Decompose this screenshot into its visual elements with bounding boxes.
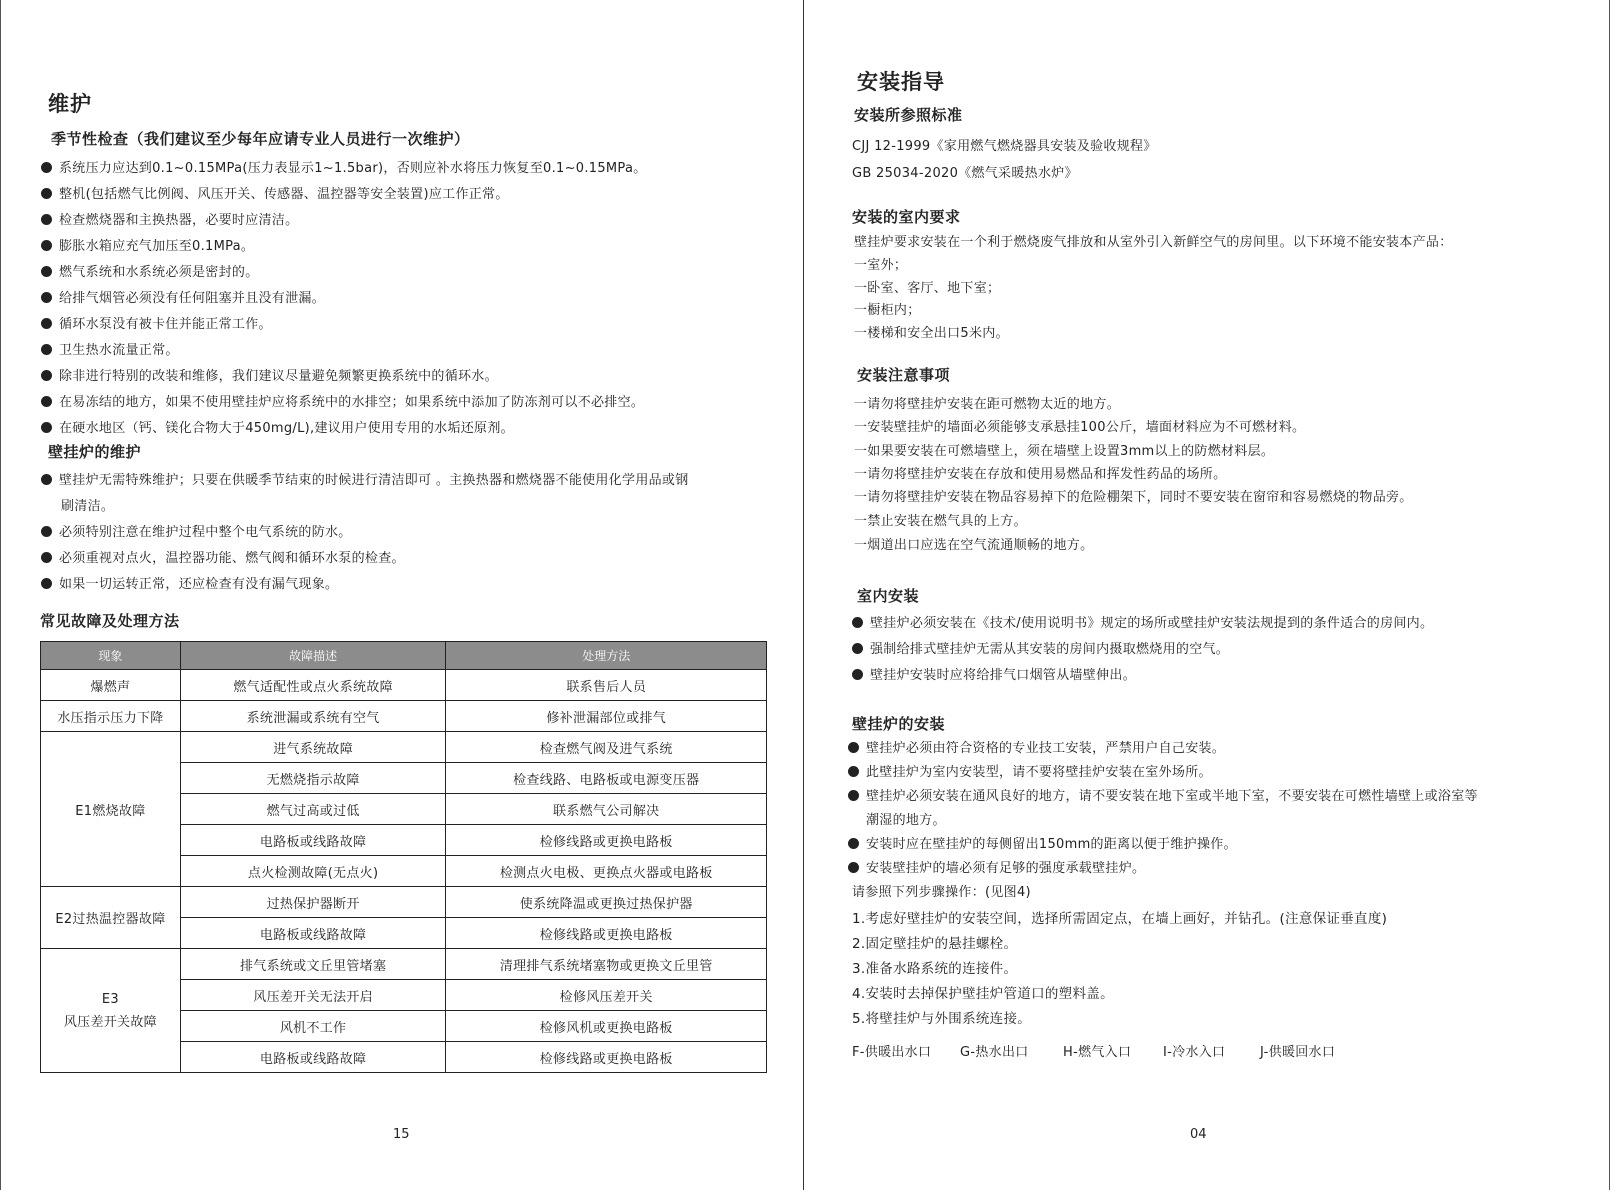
note-line: 一请勿将壁挂炉安装在距可燃物太近的地方。: [854, 397, 1121, 412]
column-header: 故障描述: [180, 642, 446, 670]
indoor-requirements-heading: 安装的室内要求: [852, 208, 961, 226]
maintenance-title: 维护: [48, 92, 92, 116]
solution-cell: 检测点火电极、更换点火器或电路板: [446, 856, 767, 887]
legend-item: H-燃气入口: [1063, 1045, 1132, 1060]
column-header: 处理方法: [446, 642, 767, 670]
list-item: 壁挂炉无需特殊维护；只要在供暖季节结束的时候进行清洁即可 。主换热器和燃烧器不能使用化学用品或钢: [41, 469, 689, 488]
requirement-line: 一室外；: [854, 258, 908, 273]
list-item: 此壁挂炉为室内安装型，请不要将壁挂炉安装在室外场所。: [848, 761, 1212, 780]
requirement-line: 一楼梯和安全出口5米内。: [854, 326, 1009, 341]
column-header: 现象: [41, 642, 181, 670]
notes-heading: 安装注意事项: [857, 366, 951, 384]
list-item: 系统压力应达到0.1~0.15MPa(压力表显示1~1.5bar)，否则应补水将压力恢复至0.1~0.15MPa。: [41, 157, 647, 176]
legend-item: F-供暖出水口: [852, 1045, 932, 1060]
description-cell: 电路板或线路故障: [180, 918, 446, 949]
list-item: 安装时应在壁挂炉的每侧留出150mm的距离以便于维护操作。: [848, 833, 1237, 852]
solution-cell: 修补泄漏部位或排气: [446, 701, 767, 732]
symptom-cell: E2过热温控器故障: [41, 887, 181, 949]
requirement-line: 一卧室、客厅、地下室；: [854, 281, 1001, 296]
solution-cell: 检查线路、电路板或电源变压器: [446, 763, 767, 794]
solution-cell: 清理排气系统堵塞物或更换文丘里管: [446, 949, 767, 980]
fault-heading: 常见故障及处理方法: [40, 612, 180, 630]
description-cell: 电路板或线路故障: [180, 1042, 446, 1073]
symptom-cell: E1燃烧故障: [41, 732, 181, 887]
description-cell: 燃气适配性或点火系统故障: [180, 670, 446, 701]
list-item: 燃气系统和水系统必须是密封的。: [41, 261, 259, 280]
note-line: 一请勿将壁挂炉安装在存放和使用易燃品和挥发性药品的场所。: [854, 467, 1227, 482]
list-item: 给排气烟管必须没有任何阻塞并且没有泄漏。: [41, 287, 325, 306]
description-cell: 风机不工作: [180, 1011, 446, 1042]
note-line: 一如果要安装在可燃墙壁上，须在墙壁上设置3mm以上的防燃材料层。: [854, 444, 1275, 459]
list-item: 壁挂炉必须安装在通风良好的地方，请不要安装在地下室或半地下室，不要安装在可燃性墙壁上或浴室等: [848, 785, 1478, 804]
solution-cell: 检修线路或更换电路板: [446, 825, 767, 856]
symptom-code: E3: [101, 991, 119, 1007]
steps-intro: 请参照下列步骤操作：(见图4): [852, 885, 1031, 900]
symptom-cell: [41, 949, 181, 1073]
standards-heading: 安装所参照标准: [854, 106, 963, 124]
description-cell: 点火检测故障(无点火): [180, 856, 446, 887]
description-cell: 燃气过高或过低: [180, 794, 446, 825]
fault-table: [40, 641, 767, 1073]
list-item: 壁挂炉安装时应将给排气口烟管从墙壁伸出。: [852, 664, 1136, 683]
step-line: 3.准备水路系统的连接件。: [852, 961, 1018, 977]
standard-line: CJJ 12-1999《家用燃气燃烧器具安装及验收规程》: [852, 139, 1157, 154]
list-item: 强制给排式壁挂炉无需从其安装的房间内摄取燃烧用的空气。: [852, 638, 1229, 657]
description-cell: 风压差开关无法开启: [180, 980, 446, 1011]
list-item: 在易冻结的地方，如果不使用壁挂炉应将系统中的水排空；如果系统中添加了防冻剂可以不必排空。: [41, 391, 644, 410]
description-cell: 进气系统故障: [180, 732, 446, 763]
step-line: 4.安装时去掉保护壁挂炉管道口的塑料盖。: [852, 986, 1114, 1002]
symptom-cell: 爆燃声: [41, 670, 181, 701]
step-line: 1.考虑好壁挂炉的安装空间，选择所需固定点，在墙上画好，并钻孔。(注意保证垂直度): [852, 911, 1388, 927]
list-item: 循环水泵没有被卡住并能正常工作。: [41, 313, 272, 332]
boiler-install-heading: 壁挂炉的安装: [852, 715, 946, 733]
boiler-maintenance-heading: 壁挂炉的维护: [48, 443, 142, 461]
description-cell: 电路板或线路故障: [180, 825, 446, 856]
indoor-install-heading: 室内安装: [857, 587, 920, 605]
solution-cell: 检查燃气阀及进气系统: [446, 732, 767, 763]
legend-item: J-供暖回水口: [1260, 1045, 1336, 1060]
legend-item: I-冷水入口: [1163, 1045, 1226, 1060]
note-line: 一请勿将壁挂炉安装在物品容易掉下的危险棚架下，同时不要安装在窗帘和容易燃烧的物品旁。: [854, 490, 1413, 505]
list-item-continuation: 刷清洁。: [61, 499, 115, 514]
solution-cell: 检修线路或更换电路板: [446, 1042, 767, 1073]
note-line: 一烟道出口应选在空气流通顺畅的地方。: [854, 538, 1094, 553]
requirement-line: 一橱柜内；: [854, 303, 921, 318]
table-row: [41, 949, 767, 980]
list-item: 卫生热水流量正常。: [41, 339, 179, 358]
description-cell: 过热保护器断开: [180, 887, 446, 918]
list-item: 安装壁挂炉的墙必须有足够的强度承载壁挂炉。: [848, 857, 1145, 876]
list-item: 整机(包括燃气比例阀、风压开关、传感器、温控器等安全装置)应工作正常。: [41, 183, 509, 202]
table-row: [41, 701, 767, 732]
list-item: 如果一切运转正常，还应检查有没有漏气现象。: [41, 573, 338, 592]
list-item: 除非进行特别的改装和维修，我们建议尽量避免频繁更换系统中的循环水。: [41, 365, 498, 384]
list-item: 必须重视对点火，温控器功能、燃气阀和循环水泵的检查。: [41, 547, 405, 566]
seasonal-heading: 季节性检查（我们建议至少每年应请专业人员进行一次维护）: [51, 130, 470, 148]
page-number: 15: [393, 1127, 410, 1142]
description-cell: 无燃烧指示故障: [180, 763, 446, 794]
description-cell: 排气系统或文丘里管堵塞: [180, 949, 446, 980]
note-line: 一安装壁挂炉的墙面必须能够支承悬挂100公斤，墙面材料应为不可燃材料。: [854, 420, 1306, 435]
step-line: 2.固定壁挂炉的悬挂螺栓。: [852, 936, 1018, 952]
left-page: [0, 0, 804, 1190]
standard-line: GB 25034-2020《燃气采暖热水炉》: [852, 166, 1078, 181]
requirement-line: 壁挂炉要求安装在一个利于燃烧废气排放和从室外引入新鲜空气的房间里。以下环境不能安装本产品：: [854, 235, 1453, 250]
list-item-continuation: 潮湿的地方。: [866, 813, 946, 828]
list-item: 必须特别注意在维护过程中整个电气系统的防水。: [41, 521, 352, 540]
solution-cell: 联系售后人员: [446, 670, 767, 701]
legend-item: G-热水出口: [960, 1045, 1029, 1060]
note-line: 一禁止安装在燃气具的上方。: [854, 514, 1027, 529]
description-cell: 系统泄漏或系统有空气: [180, 701, 446, 732]
install-guide-title: 安装指导: [857, 70, 945, 94]
list-item: 膨胀水箱应充气加压至0.1MPa。: [41, 235, 254, 254]
list-item: 在硬水地区（钙、镁化合物大于450mg/L),建议用户使用专用的水垢还原剂。: [41, 417, 514, 436]
symptom-text: 风压差开关故障: [63, 1014, 157, 1030]
solution-cell: 检修风压差开关: [446, 980, 767, 1011]
step-line: 5.将壁挂炉与外围系统连接。: [852, 1011, 1032, 1027]
solution-cell: 检修线路或更换电路板: [446, 918, 767, 949]
right-page: [805, 0, 1610, 1190]
list-item: 壁挂炉必须由符合资格的专业技工安装，严禁用户自己安装。: [848, 737, 1225, 756]
solution-cell: 检修风机或更换电路板: [446, 1011, 767, 1042]
table-row: [41, 887, 767, 918]
table-row: [41, 732, 767, 763]
table-row: [41, 670, 767, 701]
symptom-cell: 水压指示压力下降: [41, 701, 181, 732]
list-item: 壁挂炉必须安装在《技术/使用说明书》规定的场所或壁挂炉安装法规提到的条件适合的房间内。: [852, 612, 1433, 631]
solution-cell: 使系统降温或更换过热保护器: [446, 887, 767, 918]
solution-cell: 联系燃气公司解决: [446, 794, 767, 825]
list-item: 检查燃烧器和主换热器，必要时应清洁。: [41, 209, 298, 228]
page-number: 04: [1190, 1127, 1207, 1142]
